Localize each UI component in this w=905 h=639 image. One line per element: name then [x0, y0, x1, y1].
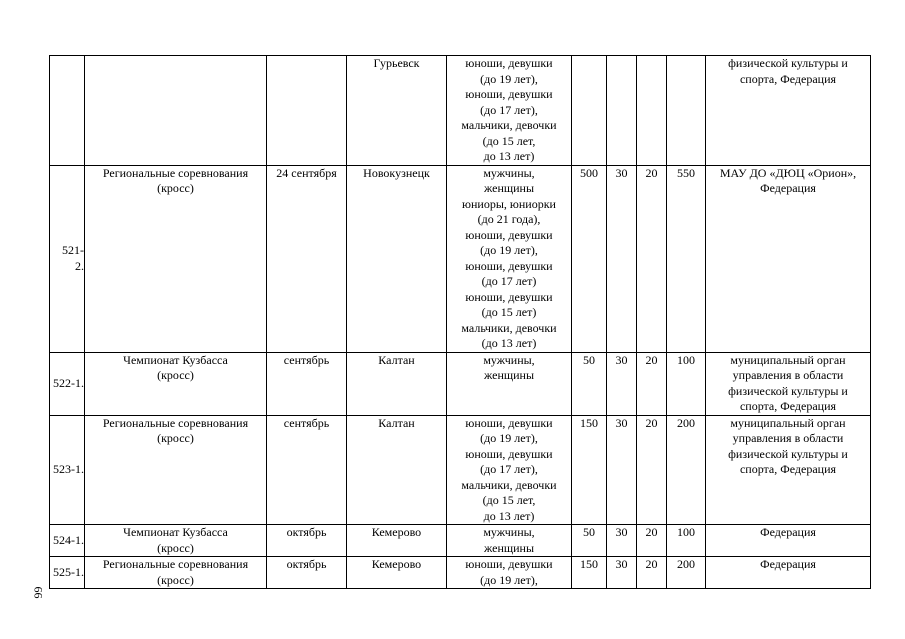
- cell-c1: 150: [572, 557, 607, 589]
- cell-date: сентябрь: [267, 352, 347, 415]
- cell-place: Гурьевск: [347, 56, 447, 166]
- cell-c3: 20: [637, 165, 667, 352]
- table-row: [50, 415, 871, 525]
- cell-c1: 50: [572, 525, 607, 557]
- cell-num: [50, 56, 85, 166]
- table-row: [50, 56, 871, 166]
- cell-c3: 20: [637, 525, 667, 557]
- cell-c4: 200: [667, 557, 706, 589]
- table-row: [50, 525, 871, 557]
- table-row: [50, 557, 871, 589]
- cell-num: 521- 2.: [50, 165, 85, 352]
- cell-participants: мужчины, женщины: [447, 525, 572, 557]
- cell-c2: 30: [607, 557, 637, 589]
- cell-c2: [607, 56, 637, 166]
- page-number: 66: [31, 586, 46, 599]
- table-row: [50, 352, 871, 415]
- cell-c4: 100: [667, 352, 706, 415]
- cell-c1: 50: [572, 352, 607, 415]
- cell-c4: 550: [667, 165, 706, 352]
- cell-c4: 200: [667, 415, 706, 525]
- cell-place: Калтан: [347, 415, 447, 525]
- cell-c4: [667, 56, 706, 166]
- cell-c1: [572, 56, 607, 166]
- cell-date: октябрь: [267, 557, 347, 589]
- cell-name: Региональные соревнования (кросс): [85, 415, 267, 525]
- cell-org: муниципальный орган управления в области физической культуры и спорта, Федерация: [706, 415, 871, 525]
- cell-c2: 30: [607, 352, 637, 415]
- cell-name: Чемпионат Кузбасса (кросс): [85, 352, 267, 415]
- cell-num: 522-1.: [50, 352, 85, 415]
- table-row: [50, 165, 871, 352]
- cell-place: Кемерово: [347, 557, 447, 589]
- table-body: [50, 56, 871, 589]
- schedule-table: [49, 55, 871, 589]
- cell-num: 524-1.: [50, 525, 85, 557]
- cell-participants: юноши, девушки (до 19 лет), юноши, девушки (до 17 лет), мальчики, девочки (до 15 лет, до 13 лет): [447, 415, 572, 525]
- cell-org: муниципальный орган управления в области физической культуры и спорта, Федерация: [706, 352, 871, 415]
- cell-org: Федерация: [706, 557, 871, 589]
- cell-date: октябрь: [267, 525, 347, 557]
- cell-c3: 20: [637, 557, 667, 589]
- cell-c1: 500: [572, 165, 607, 352]
- cell-participants: юноши, девушки (до 19 лет), юноши, девушки (до 17 лет), мальчики, девочки (до 15 лет, до 13 лет): [447, 56, 572, 166]
- cell-c3: 20: [637, 352, 667, 415]
- cell-place: Кемерово: [347, 525, 447, 557]
- cell-org: МАУ ДО «ДЮЦ «Орион», Федерация: [706, 165, 871, 352]
- cell-c4: 100: [667, 525, 706, 557]
- cell-name: Чемпионат Кузбасса (кросс): [85, 525, 267, 557]
- cell-date: сентябрь: [267, 415, 347, 525]
- cell-place: Калтан: [347, 352, 447, 415]
- cell-c3: [637, 56, 667, 166]
- cell-participants: юноши, девушки (до 19 лет),: [447, 557, 572, 589]
- cell-c3: 20: [637, 415, 667, 525]
- cell-date: [267, 56, 347, 166]
- cell-c2: 30: [607, 525, 637, 557]
- cell-c2: 30: [607, 165, 637, 352]
- cell-org: Федерация: [706, 525, 871, 557]
- cell-participants: мужчины, женщины: [447, 352, 572, 415]
- cell-place: Новокузнецк: [347, 165, 447, 352]
- cell-name: Региональные соревнования (кросс): [85, 165, 267, 352]
- cell-org: физической культуры и спорта, Федерация: [706, 56, 871, 166]
- cell-date: 24 сентября: [267, 165, 347, 352]
- cell-num: 523-1.: [50, 415, 85, 525]
- cell-participants: мужчины, женщины юниоры, юниорки (до 21 года), юноши, девушки (до 19 лет), юноши, девушки (до 17 лет) юноши, девушки (до 15 лет) мальчики, девочки (до 13 лет): [447, 165, 572, 352]
- cell-name: Региональные соревнования (кросс): [85, 557, 267, 589]
- cell-c2: 30: [607, 415, 637, 525]
- cell-c1: 150: [572, 415, 607, 525]
- cell-name: [85, 56, 267, 166]
- cell-num: 525-1.: [50, 557, 85, 589]
